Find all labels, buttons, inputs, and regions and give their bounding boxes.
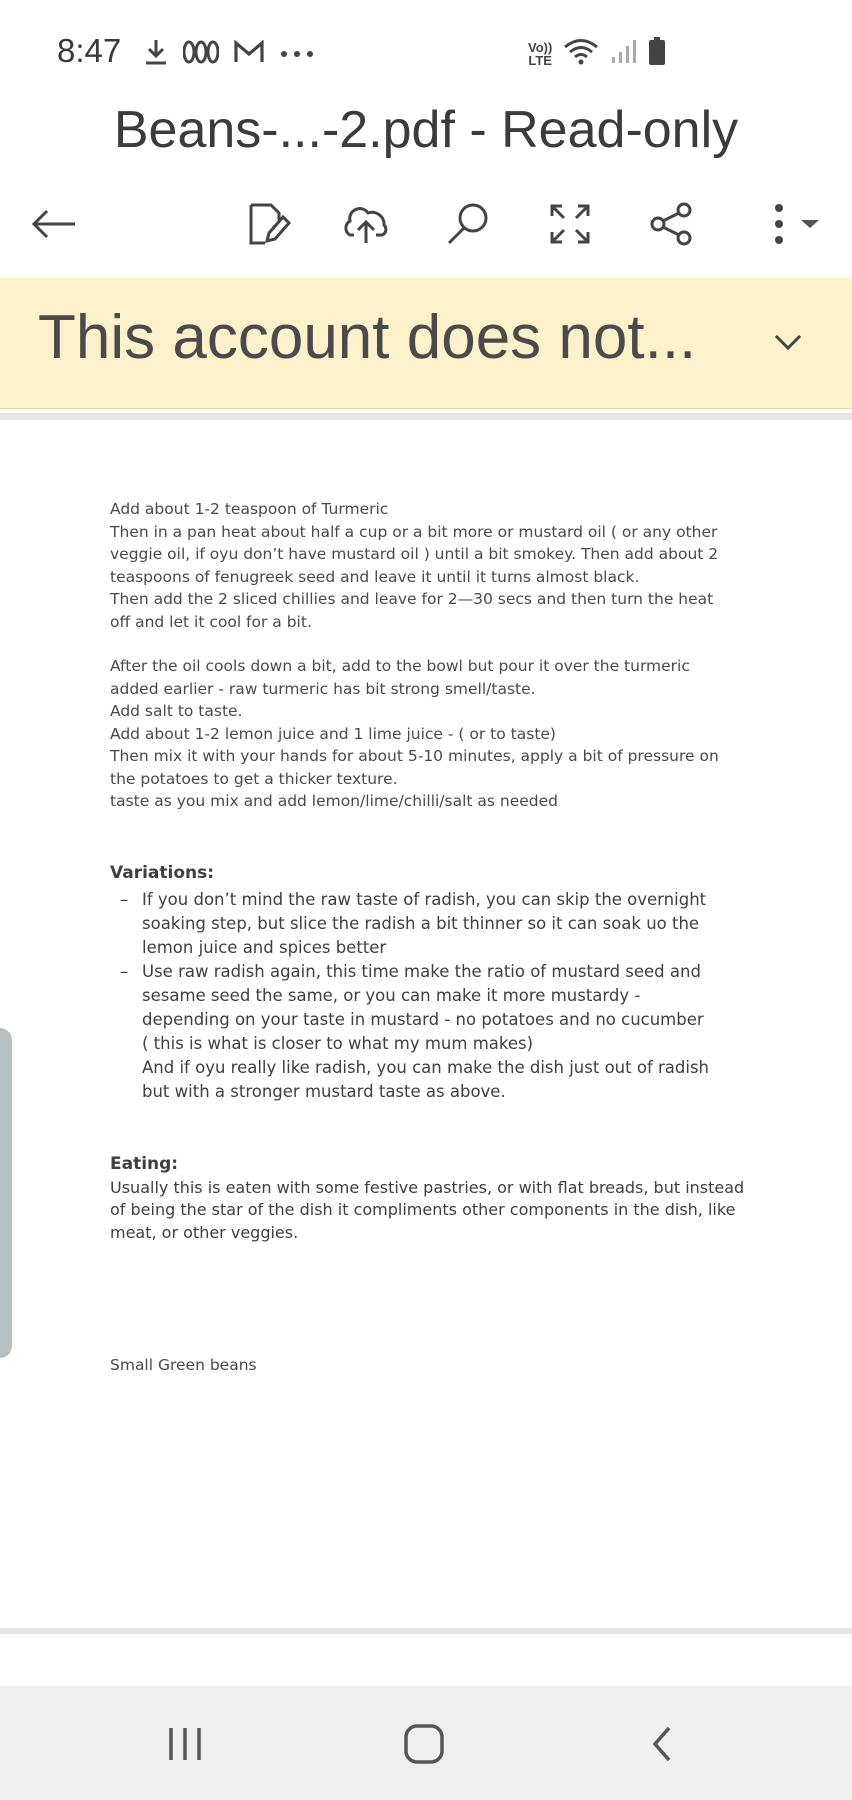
recent-apps-icon[interactable] bbox=[145, 1712, 225, 1776]
spacer bbox=[110, 633, 750, 655]
paragraph-block-1 bbox=[110, 498, 750, 633]
list-item bbox=[110, 888, 750, 960]
abc-icon bbox=[183, 39, 219, 70]
text-line: lemon juice and spices better bbox=[142, 937, 387, 957]
variations-list bbox=[110, 888, 750, 1104]
text-line: depending on your taste in mustard - no potatoes and no cucumber bbox=[142, 1009, 704, 1029]
text-line: After the oil cools down a bit, add to the bowl but pour it over the turmeric bbox=[110, 657, 690, 675]
text-line: Add about 1-2 lemon juice and 1 lime juice - ( or to taste) bbox=[110, 724, 556, 743]
document-page bbox=[110, 498, 750, 1244]
text-line: added earlier - raw turmeric has bit strong smell/taste. bbox=[110, 679, 536, 698]
status-right-icons bbox=[528, 36, 666, 71]
text-line: soaking step, but slice the radish a bit thinner so it can soak uo the bbox=[142, 913, 700, 933]
text-line: off and let it cool for a bit. bbox=[110, 612, 312, 631]
volte-bottom-label: LTE bbox=[528, 52, 552, 68]
text-line: the potatoes to get a thicker texture. bbox=[110, 769, 398, 788]
more-menu-icon[interactable] bbox=[758, 196, 828, 252]
back-arrow-icon[interactable] bbox=[26, 196, 82, 252]
text-line: Add about 1-2 teaspoon of Turmeric bbox=[110, 500, 389, 518]
text-line: Add salt to taste. bbox=[110, 702, 243, 720]
paragraph-block-2 bbox=[110, 655, 750, 813]
volte-icon bbox=[528, 41, 552, 67]
text-line: And if oyu really like radish, you can make the dish just out of radish bbox=[142, 1057, 710, 1077]
more-dots-icon bbox=[279, 46, 315, 64]
document-title: Beans-...-2.pdf - Read-only bbox=[113, 101, 739, 159]
text-line: If you don’t mind the raw taste of radish, you can skip the overnight bbox=[142, 889, 707, 909]
banner-text[interactable]: This account does not... bbox=[38, 303, 697, 372]
status-time: 8:47 bbox=[57, 32, 122, 69]
share-icon[interactable] bbox=[644, 196, 700, 252]
gmail-icon bbox=[233, 40, 265, 69]
text-line: veggie oil, if oyu don’t have mustard oil ) until a bit smokey. Then add about 2 bbox=[110, 545, 719, 563]
back-icon[interactable] bbox=[622, 1712, 702, 1776]
divider bbox=[0, 1628, 852, 1634]
document-footer-text: Small Green beans bbox=[110, 1356, 257, 1374]
text-line: sesame seed the same, or you can make it more mustardy - bbox=[142, 985, 641, 1005]
search-icon[interactable] bbox=[440, 196, 496, 252]
eating-heading: Eating: bbox=[110, 1153, 179, 1174]
edit-icon[interactable] bbox=[240, 196, 296, 252]
status-left-icons bbox=[143, 38, 315, 71]
text-line: of being the star of the dish it compliments other components in the dish, like bbox=[110, 1200, 736, 1219]
eating-paragraph bbox=[110, 1177, 750, 1245]
spacer bbox=[110, 813, 750, 858]
variations-heading: Variations: bbox=[110, 862, 215, 883]
text-line: Then add the 2 sliced chillies and leave for 2—30 secs and then turn the heat bbox=[110, 590, 714, 608]
text-line: taste as you mix and add lemon/lime/chilli/salt as needed bbox=[110, 792, 559, 810]
list-item bbox=[110, 960, 750, 1104]
text-line: meat, or other veggies. bbox=[110, 1222, 299, 1242]
cloud-upload-icon[interactable] bbox=[338, 196, 394, 252]
download-icon bbox=[143, 38, 169, 71]
battery-icon bbox=[648, 36, 666, 71]
text-line: Then in a pan heat about half a cup or a bit more or mustard oil ( or any other bbox=[110, 522, 718, 541]
fullscreen-icon[interactable] bbox=[542, 196, 598, 252]
signal-icon bbox=[610, 37, 638, 70]
bullet-dash: – bbox=[120, 889, 129, 909]
chevron-down-icon[interactable] bbox=[768, 322, 808, 362]
text-line: ( this is what is closer to what my mum makes) bbox=[142, 1033, 534, 1053]
wifi-icon bbox=[562, 36, 600, 71]
text-line: Usually this is eaten with some festive pastries, or with flat breads, but instead bbox=[110, 1177, 745, 1197]
text-line: but with a stronger mustard taste as above. bbox=[142, 1081, 506, 1101]
divider bbox=[0, 413, 852, 420]
text-line: Use raw radish again, this time make the ratio of mustard seed and bbox=[142, 961, 701, 981]
spacer bbox=[110, 1104, 750, 1149]
edge-panel-handle[interactable] bbox=[0, 1028, 12, 1358]
home-icon[interactable] bbox=[384, 1712, 464, 1776]
bullet-dash: – bbox=[120, 961, 129, 981]
volte-top-label: Vo)) bbox=[528, 39, 553, 55]
text-line: teaspoons of fenugreek seed and leave it until it turns almost black. bbox=[110, 567, 640, 586]
text-line: Then mix it with your hands for about 5-10 minutes, apply a bit of pressure on bbox=[110, 747, 719, 765]
